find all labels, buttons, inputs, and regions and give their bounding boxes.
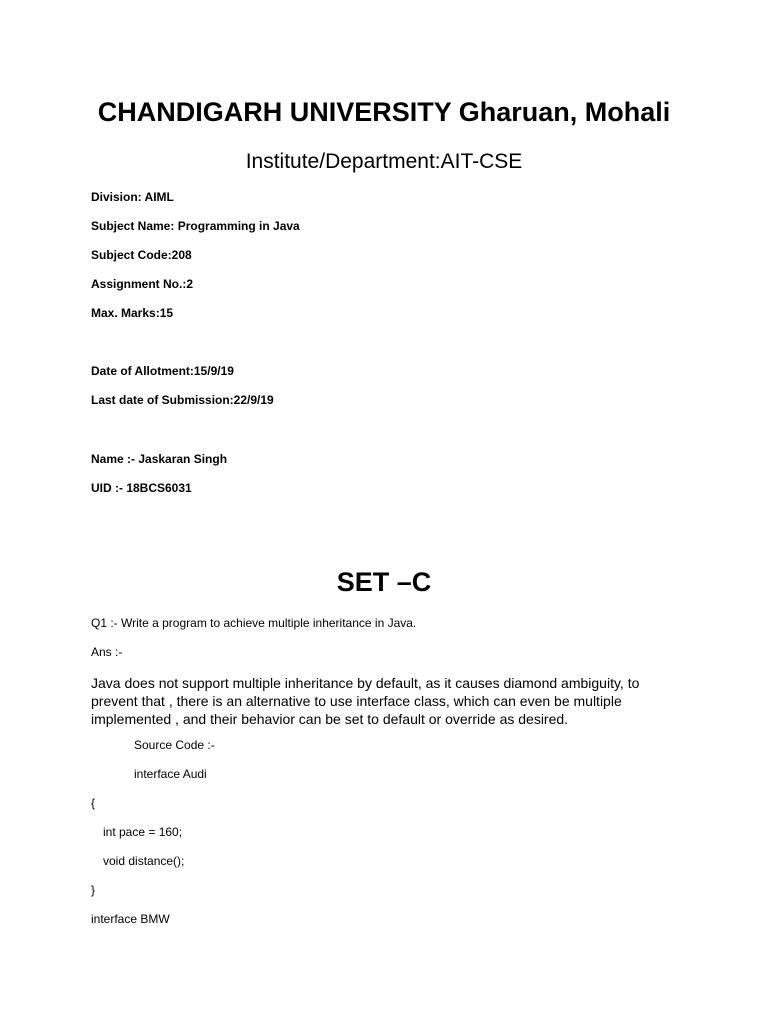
set-heading: SET –C <box>336 567 432 597</box>
answer-line: Java does not support multiple inheritance by default, as it causes diamond ambiguity, to <box>91 675 640 691</box>
code-line: } <box>91 883 96 897</box>
question-1: Q1 :- Write a program to achieve multiple inheritance in Java. <box>91 616 417 630</box>
last-date-submission-field: Last date of Submission:22/9/19 <box>91 393 274 407</box>
university-title: CHANDIGARH UNIVERSITY Gharuan, Mohali <box>97 97 671 127</box>
answer-paragraph <box>91 674 691 728</box>
code-line: interface BMW <box>91 912 170 926</box>
max-marks-field: Max. Marks:15 <box>91 306 174 320</box>
assignment-no-field: Assignment No.:2 <box>91 277 194 291</box>
code-line: int pace = 160; <box>103 825 183 839</box>
source-code-label: Source Code :- <box>134 738 215 752</box>
code-line: interface Audi <box>134 767 207 781</box>
uid-field: UID :- 18BCS6031 <box>91 481 192 495</box>
date-of-allotment-field: Date of Allotment:15/9/19 <box>91 364 234 378</box>
subject-code-field: Subject Code:208 <box>91 248 192 262</box>
code-line: void distance(); <box>103 854 185 868</box>
code-line: { <box>91 796 96 810</box>
answer-label: Ans :- <box>91 645 123 659</box>
answer-line: implemented , and their behavior can be set to default or override as desired. <box>91 711 569 727</box>
division-field: Division: AIML <box>91 190 174 204</box>
subject-name-field: Subject Name: Programming in Java <box>91 219 300 233</box>
student-name-field: Name :- Jaskaran Singh <box>91 452 228 466</box>
department-subtitle: Institute/Department:AIT-CSE <box>245 150 523 173</box>
answer-line: prevent that , there is an alternative to use interface class, which can even be multiple <box>91 693 622 709</box>
